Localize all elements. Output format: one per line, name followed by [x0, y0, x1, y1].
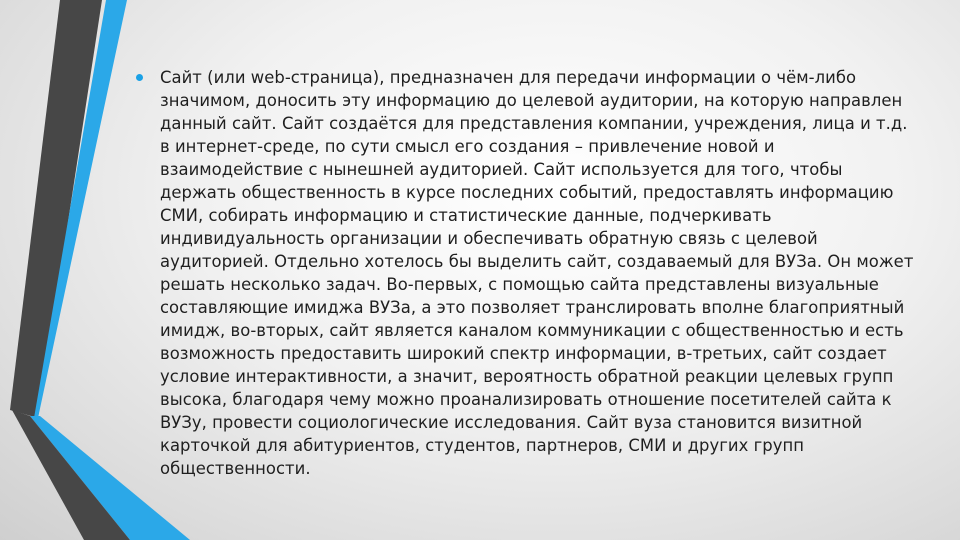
slide-content: [136, 66, 916, 480]
bullet-item: [136, 66, 916, 480]
dark-stripe-diagonal: [12, 410, 130, 540]
bullet-dot-icon: [136, 74, 143, 81]
bullet-text: Сайт (или web-страница), предназначен для передачи информации о чём-либо значимом, доносить эту информацию до целевой аудитории, на которую направлен данный сайт. Сайт создаётся для представления компании, учреждения, лица и т.д. в интернет-среде, по сути смысл его создания – привлечение новой и взаимодействие с нынешней аудиторией. Сайт используется для того, чтобы держать общественность в курсе последних событий, предоставлять информацию СМИ, собирать информацию и статистические данные, подчеркивать индивидуальность организации и обеспечивать обратную связь с целевой аудиторией. Отдельно хотелось бы выделить сайт, создаваемый для ВУЗа. Он может решать несколько задач. Во-первых, с помощью сайта представлены визуальные составляющие имиджа ВУЗа, а это позволяет транслировать вполне благоприятный имидж, во-вторых, сайт является каналом коммуникации с общественностью и есть возможность предоставить широкий спектр информации, в-третьих, сайт создает условие интерактивности, а значит, вероятность обратной реакции целевых групп высока, благодаря чему можно проанализировать отношение посетителей сайта к ВУЗу, провести социологические исследования. Сайт вуза становится визитной карточкой для абитуриентов, студентов, партнеров, СМИ и других групп общественности.: [160, 68, 914, 478]
dark-stripe-vertical: [10, 0, 102, 418]
